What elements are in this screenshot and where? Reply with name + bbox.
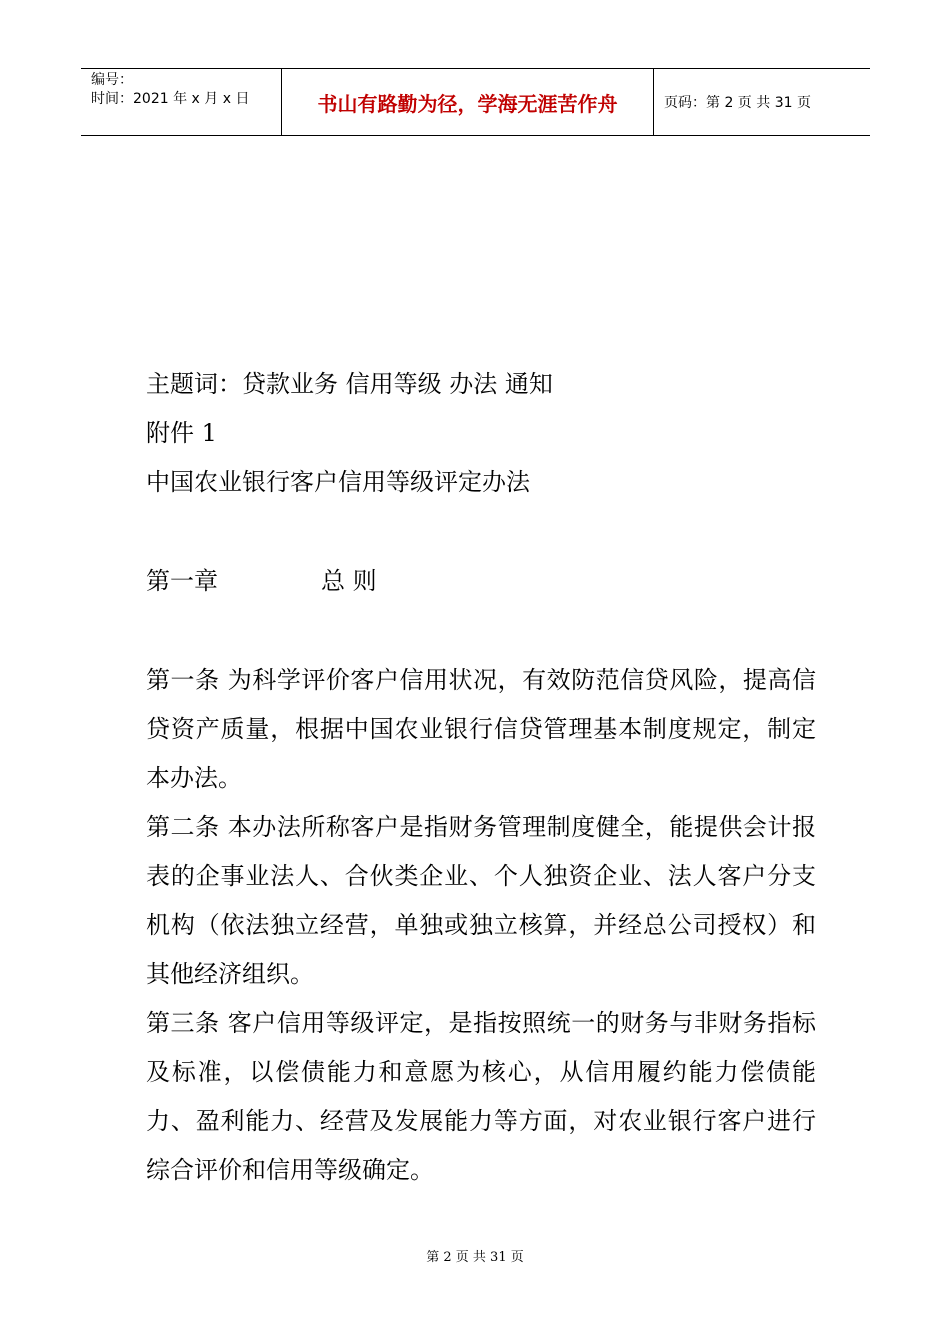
attachment-label: 附件 1 [146, 419, 217, 447]
header-meta [81, 69, 281, 135]
chapter-number: 第一章 [146, 567, 218, 595]
document-body [146, 360, 816, 1195]
chapter-title: 总 则 [321, 567, 377, 595]
document-title: 中国农业银行客户信用等级评定办法 [146, 468, 530, 496]
article-1: 第一条 为科学评价客户信用状况，有效防范信贷风险，提高信贷资产质量，根据中国农业银行信贷管理基本制度规定，制定本办法。 [146, 666, 816, 792]
article-3: 第三条 客户信用等级评定，是指按照统一的财务与非财务指标及标准，以偿债能力和意愿为核心，从信用履约能力偿债能力、盈利能力、经营及发展能力等方面，对农业银行客户进行综合评价和信用等级确定。 [146, 1009, 816, 1184]
document-date: 时间：2021 年 x 月 x 日 [91, 91, 250, 107]
header-motto: 书山有路勤为径，学海无涯苦作舟 [281, 69, 654, 135]
header-page-info: 页码：第 2 页 共 31 页 [664, 95, 811, 111]
page-header [81, 68, 870, 136]
document-number-label: 编号： [91, 72, 133, 88]
keywords-line: 主题词：贷款业务 信用等级 办法 通知 [146, 370, 553, 398]
chapter-heading [146, 557, 816, 606]
page-footer: 第 2 页 共 31 页 [426, 1250, 524, 1265]
article-2: 第二条 本办法所称客户是指财务管理制度健全，能提供会计报表的企事业法人、合伙类企业、个人独资企业、法人客户分支机构（依法独立经营，单独或独立核算，并经总公司授权）和其他经济组织。 [146, 813, 816, 988]
